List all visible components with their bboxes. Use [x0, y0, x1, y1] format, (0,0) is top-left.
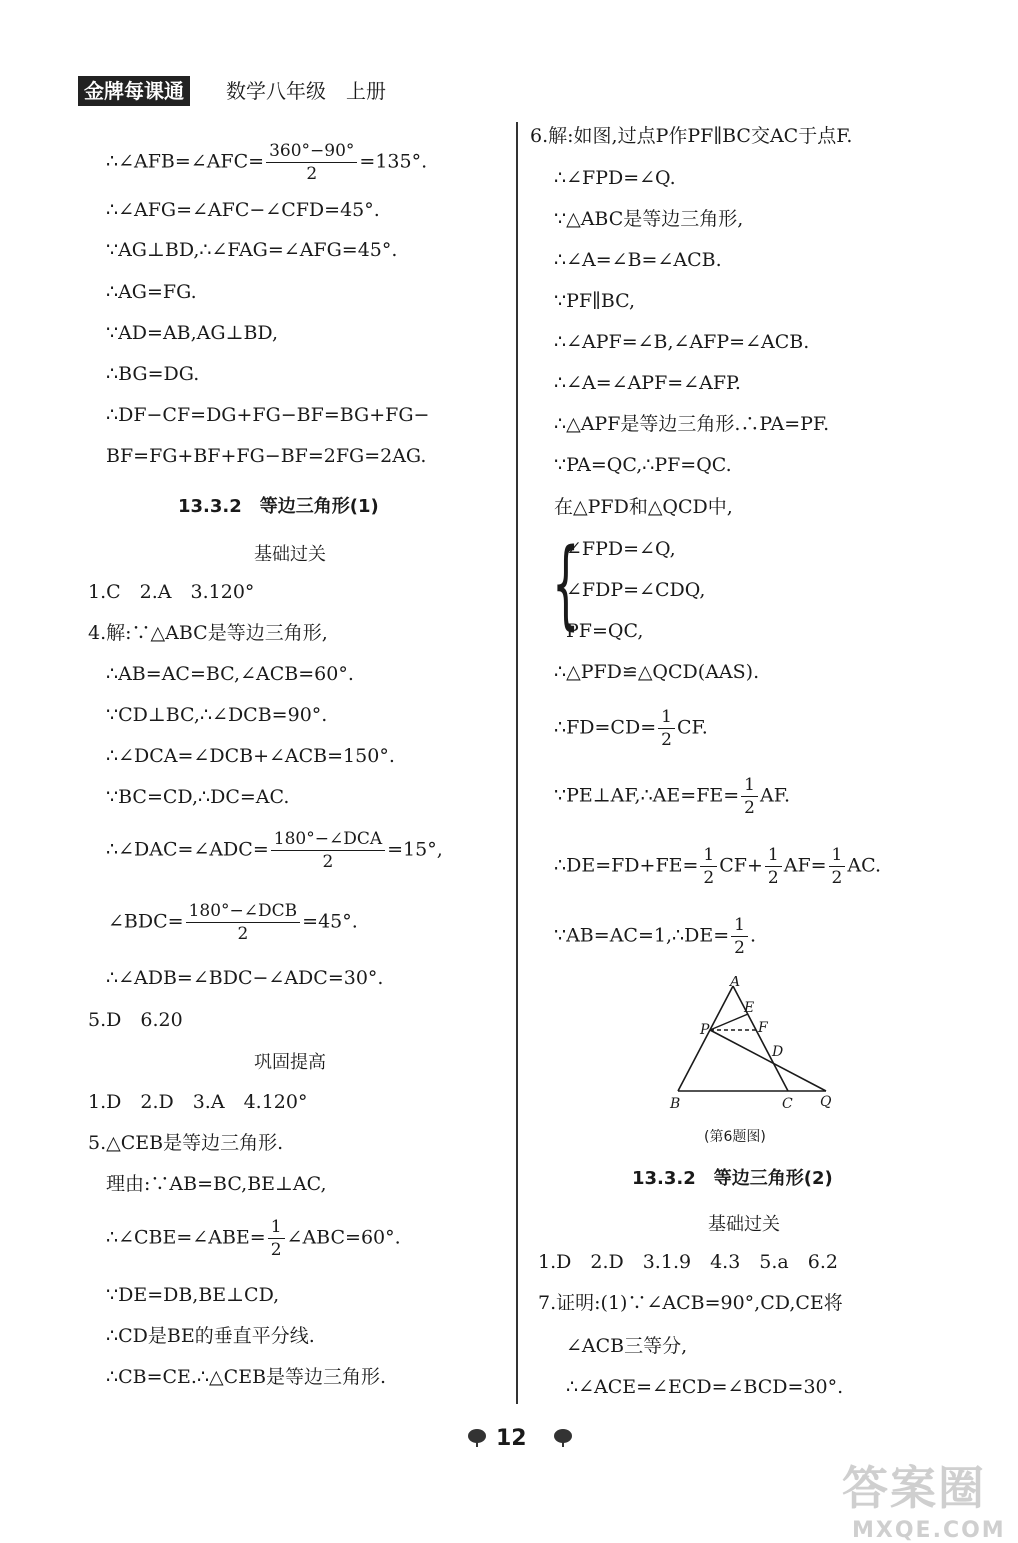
- left-line-2: ∴∠AFG=∠AFC−∠CFD=45°.: [106, 199, 380, 221]
- segment-ac: [733, 986, 788, 1091]
- fraction: [658, 706, 675, 751]
- q6-line-2: ∴∠FPD=∠Q.: [554, 167, 676, 189]
- q4-line-2: ∵CD⊥BC,∴∠DCB=90°.: [106, 704, 328, 726]
- text: AC.: [847, 854, 881, 877]
- label-a: A: [730, 976, 741, 990]
- q5-line-2: [106, 1216, 401, 1261]
- q6-line-16: [554, 774, 790, 819]
- text: ∴FD=CD=: [554, 716, 657, 739]
- text: CF.: [676, 716, 708, 739]
- label-c: C: [782, 1096, 793, 1112]
- q4-line-4: ∵BC=CD,∴DC=AC.: [106, 786, 290, 808]
- answers-1: 1.C 2.A 3.120°: [88, 581, 255, 603]
- q5-line-1: 理由:∵AB=BC,BE⊥AC,: [106, 1173, 327, 1195]
- column-divider: [516, 122, 518, 1404]
- denominator: 2: [306, 164, 318, 184]
- q6-line-6: ∴∠APF=∠B,∠AFP=∠ACB.: [554, 331, 810, 353]
- subsection-basic-2: 基础过关: [708, 1214, 780, 1235]
- brand-label: 金牌每课通: [78, 76, 190, 106]
- fraction: [271, 828, 385, 873]
- q6-system-1: ∠FPD=∠Q,: [566, 538, 676, 560]
- q4-line-1: ∴AB=AC=BC,∠ACB=60°.: [106, 663, 354, 685]
- fraction: [765, 844, 782, 889]
- q7-line-2: ∴∠ACE=∠ECD=∠BCD=30°.: [566, 1376, 844, 1398]
- q6-line-15: [554, 706, 708, 751]
- left-line-6: ∴BG=DG.: [106, 363, 200, 385]
- denominator: 2: [237, 924, 249, 944]
- q6-line-10: 在△PFD和△QCD中,: [554, 496, 733, 518]
- numerator: 180°−∠DCA: [271, 828, 385, 851]
- q4-line-5: [106, 828, 443, 873]
- answers-3: 1.D 2.D 3.A 4.120°: [88, 1091, 308, 1113]
- q7-heading: 7.证明:(1)∵∠ACB=90°,CD,CE将: [538, 1292, 843, 1314]
- label-q: Q: [820, 1094, 832, 1110]
- q7-line-1: ∠ACB三等分,: [566, 1335, 688, 1357]
- label-b: B: [670, 1096, 681, 1112]
- label-e: E: [744, 1000, 755, 1016]
- q5-line-5: ∴CB=CE.∴△CEB是等边三角形.: [106, 1366, 387, 1388]
- section-title-1: 13.3.2 等边三角形(1): [178, 496, 379, 517]
- q5-line-3: ∵DE=DB,BE⊥CD,: [106, 1284, 280, 1306]
- text: .: [749, 924, 756, 947]
- answers-4: 1.D 2.D 3.1.9 4.3 5.a 6.2: [538, 1251, 838, 1273]
- segment-pq: [710, 1030, 826, 1091]
- q6-line-18: [554, 914, 756, 959]
- q4-line-7: ∴∠ADB=∠BDC−∠ADC=30°.: [106, 967, 384, 989]
- q6-heading: 6.解:如图,过点P作PF∥BC交AC于点F.: [530, 125, 853, 147]
- fraction: [186, 900, 301, 945]
- text: ∠ABC=60°.: [286, 1226, 401, 1249]
- system-brace: {: [552, 528, 580, 640]
- watermark: [842, 1452, 1006, 1543]
- book-title: 数学八年级 上册: [226, 79, 386, 103]
- segment-pe: [710, 1014, 748, 1030]
- q6-line-3: ∵△ABC是等边三角形,: [554, 208, 744, 230]
- text: =45°.: [302, 910, 358, 933]
- q4-line-6: [108, 900, 358, 945]
- fraction: [266, 140, 357, 185]
- watermark-logo: 答案圈: [842, 1461, 986, 1515]
- numerator: 180°−∠DCB: [186, 900, 301, 923]
- text: ∴∠CBE=∠ABE=: [106, 1226, 266, 1249]
- figure-caption: (第6题图): [704, 1129, 766, 1145]
- text: AF.: [760, 784, 790, 807]
- label-f: F: [758, 1020, 768, 1036]
- label-p: P: [700, 1022, 710, 1038]
- text: ∴∠AFB=∠AFC=: [106, 150, 265, 173]
- numerator: 1: [829, 844, 846, 867]
- q6-line-9: ∵PA=QC,∴PF=QC.: [554, 454, 732, 476]
- fraction: [741, 774, 758, 819]
- subsection-basic-1: 基础过关: [254, 544, 326, 565]
- denominator: 2: [831, 868, 843, 888]
- left-line-5: ∵AD=AB,AG⊥BD,: [106, 322, 279, 344]
- answers-2: 5.D 6.20: [88, 1009, 183, 1031]
- denominator: 2: [661, 730, 672, 750]
- leaf-left-icon: [466, 1426, 488, 1448]
- subsection-advanced: 巩固提高: [254, 1052, 326, 1073]
- numerator: 1: [700, 844, 717, 867]
- q6-line-8: ∴△APF是等边三角形.∴PA=PF.: [554, 413, 830, 435]
- text: CF+: [719, 854, 763, 877]
- denominator: 2: [270, 1240, 282, 1260]
- q4-heading: 4.解:∵△ABC是等边三角形,: [88, 622, 328, 644]
- q6-line-4: ∴∠A=∠B=∠ACB.: [554, 249, 722, 271]
- q6-system-2: ∠FDP=∠CDQ,: [566, 579, 706, 601]
- numerator: 1: [731, 914, 748, 937]
- section-title-2: 13.3.2 等边三角形(2): [632, 1168, 833, 1189]
- denominator: 2: [744, 798, 755, 818]
- q6-line-17: [554, 844, 881, 889]
- q5-heading: 5.△CEB是等边三角形.: [88, 1132, 284, 1154]
- q6-system-3: PF=QC,: [566, 620, 644, 642]
- text: ∵PE⊥AF,∴AE=FE=: [554, 784, 740, 807]
- text: =135°.: [359, 150, 428, 173]
- fraction: [268, 1216, 285, 1261]
- q6-line-7: ∴∠A=∠APF=∠AFP.: [554, 372, 741, 394]
- numerator: 1: [268, 1216, 285, 1239]
- left-line-4: ∴AG=FG.: [106, 281, 197, 303]
- fraction: [731, 914, 748, 959]
- text: ∴DE=FD+FE=: [554, 854, 699, 877]
- text: =15°,: [387, 838, 443, 861]
- fraction: [700, 844, 717, 889]
- q6-line-5: ∵PF∥BC,: [554, 290, 636, 312]
- left-line-8: BF=FG+BF+FG−BF=2FG=2AG.: [106, 445, 427, 467]
- numerator: 360°−90°: [266, 140, 357, 163]
- denominator: 2: [703, 868, 715, 888]
- label-d: D: [772, 1044, 784, 1060]
- numerator: 1: [658, 706, 675, 729]
- q4-line-3: ∴∠DCA=∠DCB+∠ACB=150°.: [106, 745, 395, 767]
- page-number: 12: [496, 1426, 527, 1451]
- left-line-7: ∴DF−CF=DG+FG−BF=BG+FG−: [106, 404, 430, 426]
- denominator: 2: [767, 868, 779, 888]
- denominator: 2: [322, 852, 334, 872]
- text: ∵AB=AC=1,∴DE=: [554, 924, 730, 947]
- q5-line-4: ∴CD是BE的垂直平分线.: [106, 1325, 315, 1347]
- numerator: 1: [765, 844, 782, 867]
- text: AF=: [783, 854, 827, 877]
- fraction: [829, 844, 846, 889]
- numerator: 1: [741, 774, 758, 797]
- left-line-3: ∵AG⊥BD,∴∠FAG=∠AFG=45°.: [106, 239, 398, 261]
- left-line-1: [106, 140, 427, 185]
- watermark-url: MXQE.COM: [852, 1518, 1006, 1543]
- denominator: 2: [734, 938, 745, 958]
- geometry-figure: [660, 976, 850, 1116]
- text: ∠BDC=: [108, 910, 184, 933]
- text: ∴∠DAC=∠ADC=: [106, 838, 269, 861]
- leaf-right-icon: [552, 1426, 574, 1448]
- q6-line-14: ∴△PFD≌△QCD(AAS).: [554, 661, 760, 683]
